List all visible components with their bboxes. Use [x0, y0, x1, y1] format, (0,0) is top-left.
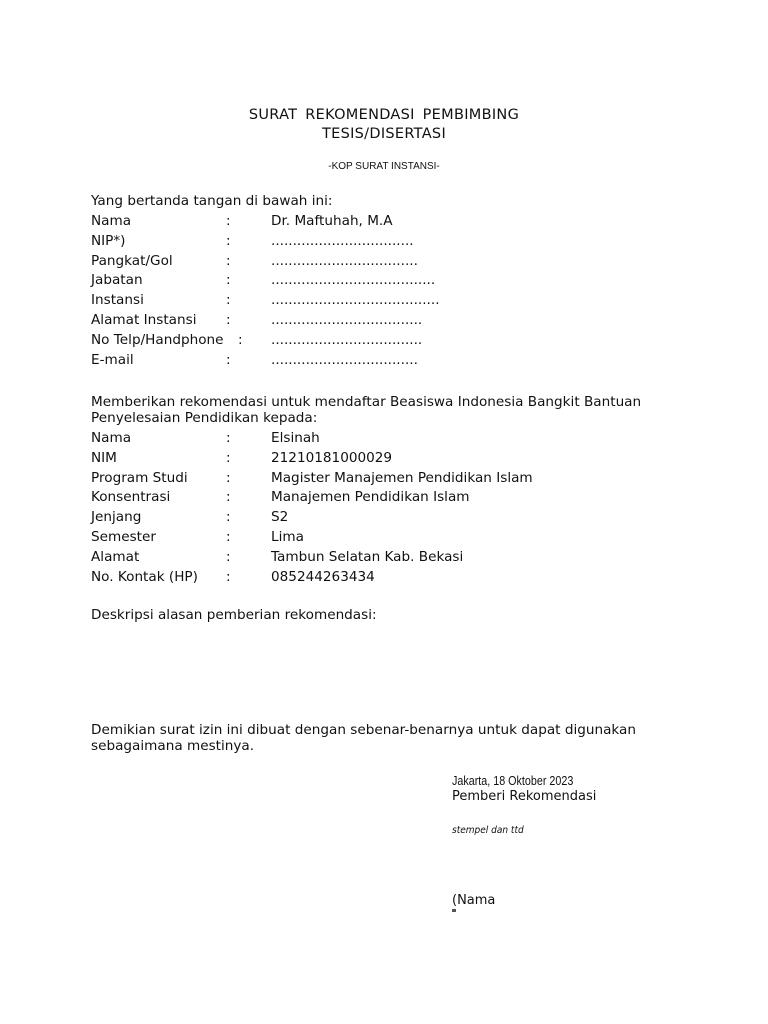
field-label: Pangkat/Gol — [91, 253, 173, 269]
field-label: Instansi — [91, 292, 144, 308]
field-label: Semester — [91, 529, 156, 545]
field-value: ....................................... — [271, 292, 440, 308]
field-value: Magister Manajemen Pendidikan Islam — [271, 470, 533, 486]
field-colon: : — [226, 470, 231, 486]
field-value: ................................... — [271, 312, 423, 328]
field-value: 21210181000029 — [271, 450, 393, 466]
field-label: Jabatan — [91, 272, 143, 288]
field-colon: : — [226, 233, 231, 249]
field-value: Elsinah — [271, 430, 320, 446]
field-value: Dr. Maftuhah, M.A — [271, 213, 393, 229]
closing-paragraph: Demikian surat izin ini dibuat dengan sebenar-benarnya untuk dapat digunakan sebagaimana mestinya. — [91, 722, 637, 754]
field-label: Nama — [91, 213, 132, 229]
field-value: Manajemen Pendidikan Islam — [271, 489, 470, 505]
field-label: Alamat — [91, 549, 140, 565]
field-colon: : — [226, 529, 231, 545]
field-colon: : — [238, 332, 243, 348]
field-colon: : — [226, 352, 231, 368]
field-value: .................................. — [271, 352, 418, 368]
letterhead-placeholder: -KOP SURAT INSTANSI- — [328, 161, 440, 172]
field-value: .................................. — [271, 253, 418, 269]
letter-title-line1: SURAT REKOMENDASI PEMBIMBING — [248, 107, 520, 123]
field-colon: : — [226, 549, 231, 565]
letter-title-line2: TESIS/DISERTASI — [321, 126, 447, 142]
signer-row-pangkat — [0, 252, 768, 272]
field-value: ................................... — [271, 332, 423, 348]
field-colon: : — [226, 292, 231, 308]
field-value: ................................. — [271, 233, 414, 249]
field-label: NIP*) — [91, 233, 126, 249]
field-colon: : — [226, 450, 231, 466]
student-row-semester — [0, 528, 768, 548]
field-colon: : — [226, 569, 231, 585]
signer-row-email — [0, 351, 768, 371]
field-colon: : — [226, 253, 231, 269]
student-row-kontak — [0, 568, 768, 588]
field-label: Nama — [91, 430, 132, 446]
student-row-nim — [0, 449, 768, 469]
field-value: Lima — [271, 529, 304, 545]
student-row-konsentrasi — [0, 488, 768, 508]
signer-row-telp — [0, 331, 768, 351]
signature-name-placeholder: (Nama — [452, 893, 496, 908]
field-colon: : — [226, 509, 231, 525]
field-label: E-mail — [91, 352, 134, 368]
field-label: NIM — [91, 450, 117, 466]
description-label: Deskripsi alasan pemberian rekomendasi: — [91, 607, 377, 623]
field-label: Alamat Instansi — [91, 312, 197, 328]
signature-place-date: Jakarta, 18 Oktober 2023 — [452, 774, 574, 788]
field-colon: : — [226, 213, 231, 229]
field-value: S2 — [271, 509, 289, 525]
signer-intro: Yang bertanda tangan di bawah ini: — [91, 193, 333, 209]
field-label: Konsentrasi — [91, 489, 171, 505]
student-row-alamat — [0, 548, 768, 568]
student-row-nama — [0, 429, 768, 449]
field-label: Program Studi — [91, 470, 188, 486]
field-colon: : — [226, 272, 231, 288]
signature-role: Pemberi Rekomendasi — [452, 789, 597, 804]
field-colon: : — [226, 312, 231, 328]
field-value: Tambun Selatan Kab. Bekasi — [271, 549, 464, 565]
field-label: No Telp/Handphone — [91, 332, 224, 348]
signer-row-alamat-instansi — [0, 311, 768, 331]
signer-row-jabatan — [0, 271, 768, 291]
field-label: No. Kontak (HP) — [91, 569, 198, 585]
field-value: 085244263434 — [271, 569, 375, 585]
field-value: ...................................... — [271, 272, 436, 288]
field-label: Jenjang — [91, 509, 142, 525]
signer-row-instansi — [0, 291, 768, 311]
field-colon: : — [226, 489, 231, 505]
recommend-intro: Memberikan rekomendasi untuk mendaftar Beasiswa Indonesia Bangkit Bantuan Penyelesaian Pendidikan kepada: — [91, 394, 642, 426]
signer-row-nip — [0, 232, 768, 252]
text-cutoff-mark — [452, 909, 456, 912]
field-colon: : — [226, 430, 231, 446]
student-row-jenjang — [0, 508, 768, 528]
signer-row-nama — [0, 212, 768, 232]
stamp-note: stempel dan ttd — [452, 825, 524, 836]
student-row-program-studi — [0, 469, 768, 489]
